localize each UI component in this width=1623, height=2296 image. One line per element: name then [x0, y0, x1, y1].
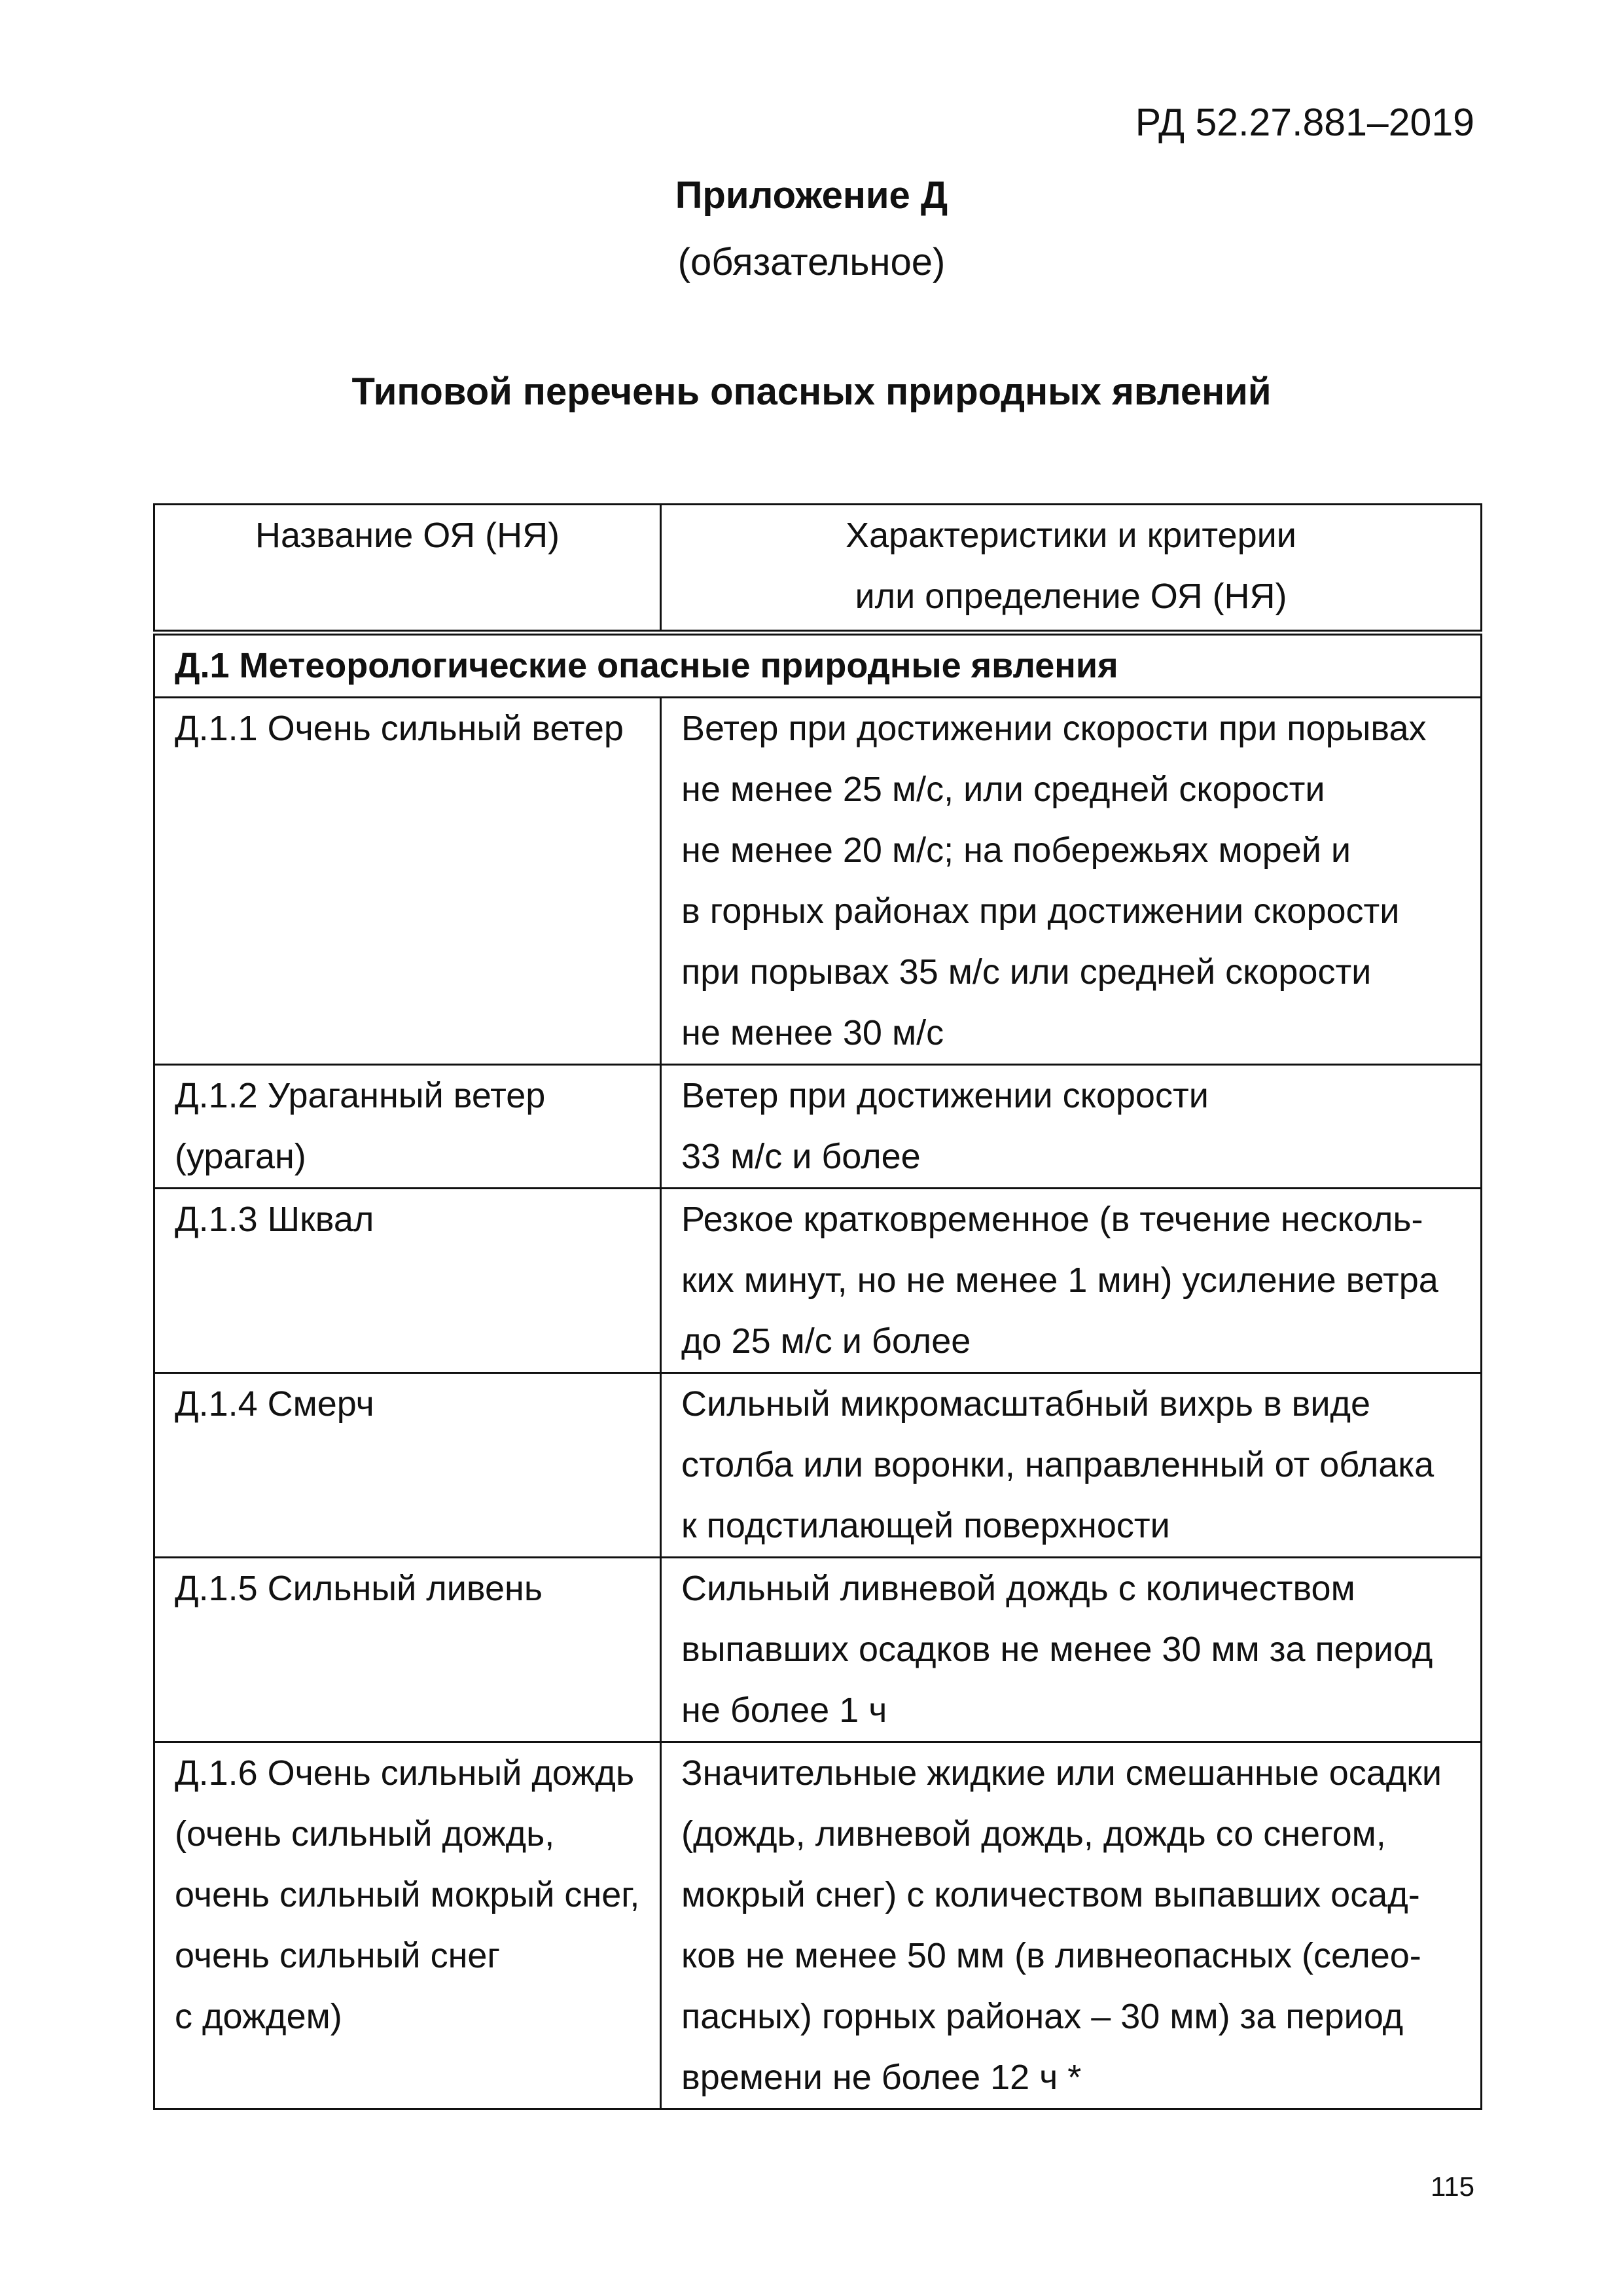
hazard-name-line: очень сильный мокрый снег,: [175, 1875, 640, 1914]
table-row: [154, 1189, 1482, 1373]
hazard-name-line: с дождем): [175, 1997, 342, 2036]
document-code: РД 52.27.881–2019: [1135, 101, 1474, 144]
hazard-name-line: Д.1.6 Очень сильный дождь: [175, 1753, 635, 1793]
hazard-criteria-cell: [661, 1373, 1482, 1558]
hazard-criteria-cell: [661, 698, 1482, 1065]
section-heading: Д.1 Метеорологические опасные природные явления: [154, 633, 1482, 698]
hazard-criteria-line: не более 1 ч: [681, 1691, 887, 1730]
hazard-name-line: очень сильный снег: [175, 1936, 501, 1975]
page-number: 115: [1431, 2171, 1474, 2202]
hazard-name-cell: [154, 1558, 661, 1742]
hazard-criteria-line: к подстилающей поверхности: [681, 1506, 1170, 1545]
table-row: [154, 1065, 1482, 1189]
hazard-name-line: Д.1.1 Очень сильный ветер: [175, 709, 624, 748]
hazard-criteria-line: Резкое кратковременное (в течение несколь-: [681, 1200, 1423, 1239]
column-header-line: или определение ОЯ (НЯ): [855, 577, 1287, 616]
hazard-name-line: Д.1.5 Сильный ливень: [175, 1569, 543, 1608]
column-header-characteristics: [661, 505, 1482, 633]
hazard-criteria-line: выпавших осадков не менее 30 мм за период: [681, 1630, 1433, 1669]
hazard-name-cell: [154, 698, 661, 1065]
table-header-row: [154, 505, 1482, 633]
hazard-criteria-cell: [661, 1065, 1482, 1189]
table-title: Типовой перечень опасных природных явлений: [351, 370, 1272, 413]
hazard-criteria-line: 33 м/с и более: [681, 1137, 921, 1176]
appendix-title: Приложение Д: [675, 174, 948, 217]
hazards-table-container: [153, 503, 1480, 2110]
hazard-criteria-cell: [661, 1558, 1482, 1742]
hazard-criteria-line: при порывах 35 м/с или средней скорости: [681, 952, 1372, 992]
table-row: [154, 1373, 1482, 1558]
hazard-criteria-line: (дождь, ливневой дождь, дождь со снегом,: [681, 1814, 1386, 1854]
hazard-name-cell: [154, 1742, 661, 2109]
table-row: [154, 1742, 1482, 2109]
hazard-criteria-line: столба или воронки, направленный от облака: [681, 1445, 1435, 1484]
table-row: [154, 698, 1482, 1065]
hazard-criteria-line: до 25 м/с и более: [681, 1321, 971, 1361]
appendix-status: (обязательное): [677, 241, 946, 283]
section-row: [154, 633, 1482, 698]
hazard-criteria-line: в горных районах при достижении скорости: [681, 891, 1400, 931]
hazard-criteria-cell: [661, 1742, 1482, 2109]
hazard-criteria-line: Ветер при достижении скорости: [681, 1076, 1209, 1115]
hazard-criteria-line: ких минут, но не менее 1 мин) усиление ветра: [681, 1261, 1438, 1300]
table-row: [154, 1558, 1482, 1742]
hazard-name-cell: [154, 1189, 661, 1373]
hazard-name-line: Д.1.3 Шквал: [175, 1200, 374, 1239]
hazard-criteria-line: не менее 30 м/с: [681, 1013, 944, 1052]
hazard-name-line: (ураган): [175, 1137, 306, 1176]
hazard-criteria-line: Значительные жидкие или смешанные осадки: [681, 1753, 1442, 1793]
hazard-criteria-line: не менее 25 м/с, или средней скорости: [681, 770, 1325, 809]
hazard-criteria-line: пасных) горных районах – 30 мм) за период: [681, 1997, 1404, 2036]
hazard-name-cell: [154, 1065, 661, 1189]
hazard-criteria-line: не менее 20 м/с; на побережьях морей и: [681, 831, 1351, 870]
hazards-table: [153, 503, 1482, 2110]
hazard-criteria-cell: [661, 1189, 1482, 1373]
hazard-criteria-line: Сильный микромасштабный вихрь в виде: [681, 1384, 1371, 1424]
hazard-name-line: Д.1.4 Смерч: [175, 1384, 374, 1424]
hazard-criteria-line: Сильный ливневой дождь с количеством: [681, 1569, 1355, 1608]
hazard-criteria-line: мокрый снег) с количеством выпавших осад-: [681, 1875, 1420, 1914]
hazard-name-cell: [154, 1373, 661, 1558]
hazard-name-line: Д.1.2 Ураганный ветер: [175, 1076, 546, 1115]
hazard-criteria-line: Ветер при достижении скорости при порывах: [681, 709, 1427, 748]
hazard-name-line: (очень сильный дождь,: [175, 1814, 555, 1854]
column-header-name: [154, 505, 661, 633]
column-header-line: Название ОЯ (НЯ): [255, 516, 560, 555]
hazard-criteria-line: ков не менее 50 мм (в ливнеопасных (селео-: [681, 1936, 1421, 1975]
hazard-criteria-line: времени не более 12 ч *: [681, 2058, 1082, 2097]
column-header-line: Характеристики и критерии: [846, 516, 1296, 555]
